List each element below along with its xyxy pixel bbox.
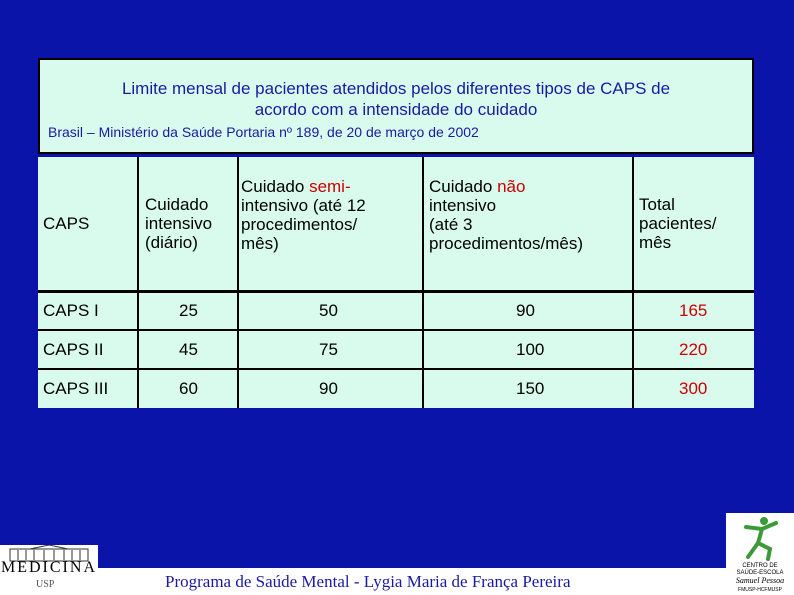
header-total: Total pacientes/ mês	[633, 157, 754, 291]
cell-total: 165	[633, 291, 754, 330]
header-intensivo: Cuidado intensivo (diário)	[138, 157, 238, 291]
csesp-line-4: FMUSP-HCFMUSP	[738, 587, 782, 593]
row-name: CAPS III	[38, 369, 138, 408]
cell-total: 220	[633, 330, 754, 369]
title-box	[38, 58, 754, 154]
table-header-row	[38, 157, 754, 291]
cell-nao: 90	[423, 291, 633, 330]
table-row	[38, 330, 754, 369]
title-line-1: Limite mensal de pacientes atendidos pelos diferentes tipos de CAPS de	[121, 79, 671, 98]
source-citation: Brasil – Ministério da Saúde Portaria nº 189, de 20 de março de 2002	[48, 124, 479, 140]
header-caps: CAPS	[38, 157, 138, 291]
cell-intensivo: 25	[138, 291, 238, 330]
header-nao-intensivo: Cuidado não intensivo (até 3 procedimentos/mês)	[423, 157, 633, 291]
cell-total: 300	[679, 379, 708, 398]
cell-nao: 150	[423, 369, 633, 408]
header-semi-intensivo: Cuidado semi- intensivo (até 12 procedimentos/ mês)	[238, 157, 423, 291]
cell-semi: 50	[238, 291, 423, 330]
caps-table	[38, 157, 754, 408]
csesp-line-1: CENTRO DE	[742, 563, 778, 569]
page-title	[40, 78, 752, 120]
csesp-line-3: Samuel Pessoa	[735, 576, 785, 585]
csesp-line-2: SAÚDE-ESCOLA	[736, 570, 784, 576]
cell-semi: 75	[238, 330, 423, 369]
row-name: CAPS I	[38, 291, 138, 330]
table-row	[38, 369, 754, 408]
running-figure-icon	[726, 513, 794, 563]
row-name: CAPS II	[38, 330, 138, 369]
cell-nao: 100	[423, 330, 633, 369]
medicina-logo	[0, 545, 98, 595]
footer-text: Programa de Saúde Mental - Lygia Maria de França Pereira	[165, 572, 571, 591]
csesp-logo	[726, 513, 794, 595]
footer-bar	[0, 568, 794, 595]
cell-intensivo: 60	[138, 369, 238, 408]
cell-semi: 90	[238, 369, 423, 408]
cell-intensivo: 45	[138, 330, 238, 369]
medicina-logo-text: MEDICINA	[1, 559, 97, 576]
medicina-logo-uni: USP	[36, 579, 55, 590]
table-row	[38, 291, 754, 330]
title-line-2: acordo com a intensidade do cuidado	[254, 100, 538, 119]
